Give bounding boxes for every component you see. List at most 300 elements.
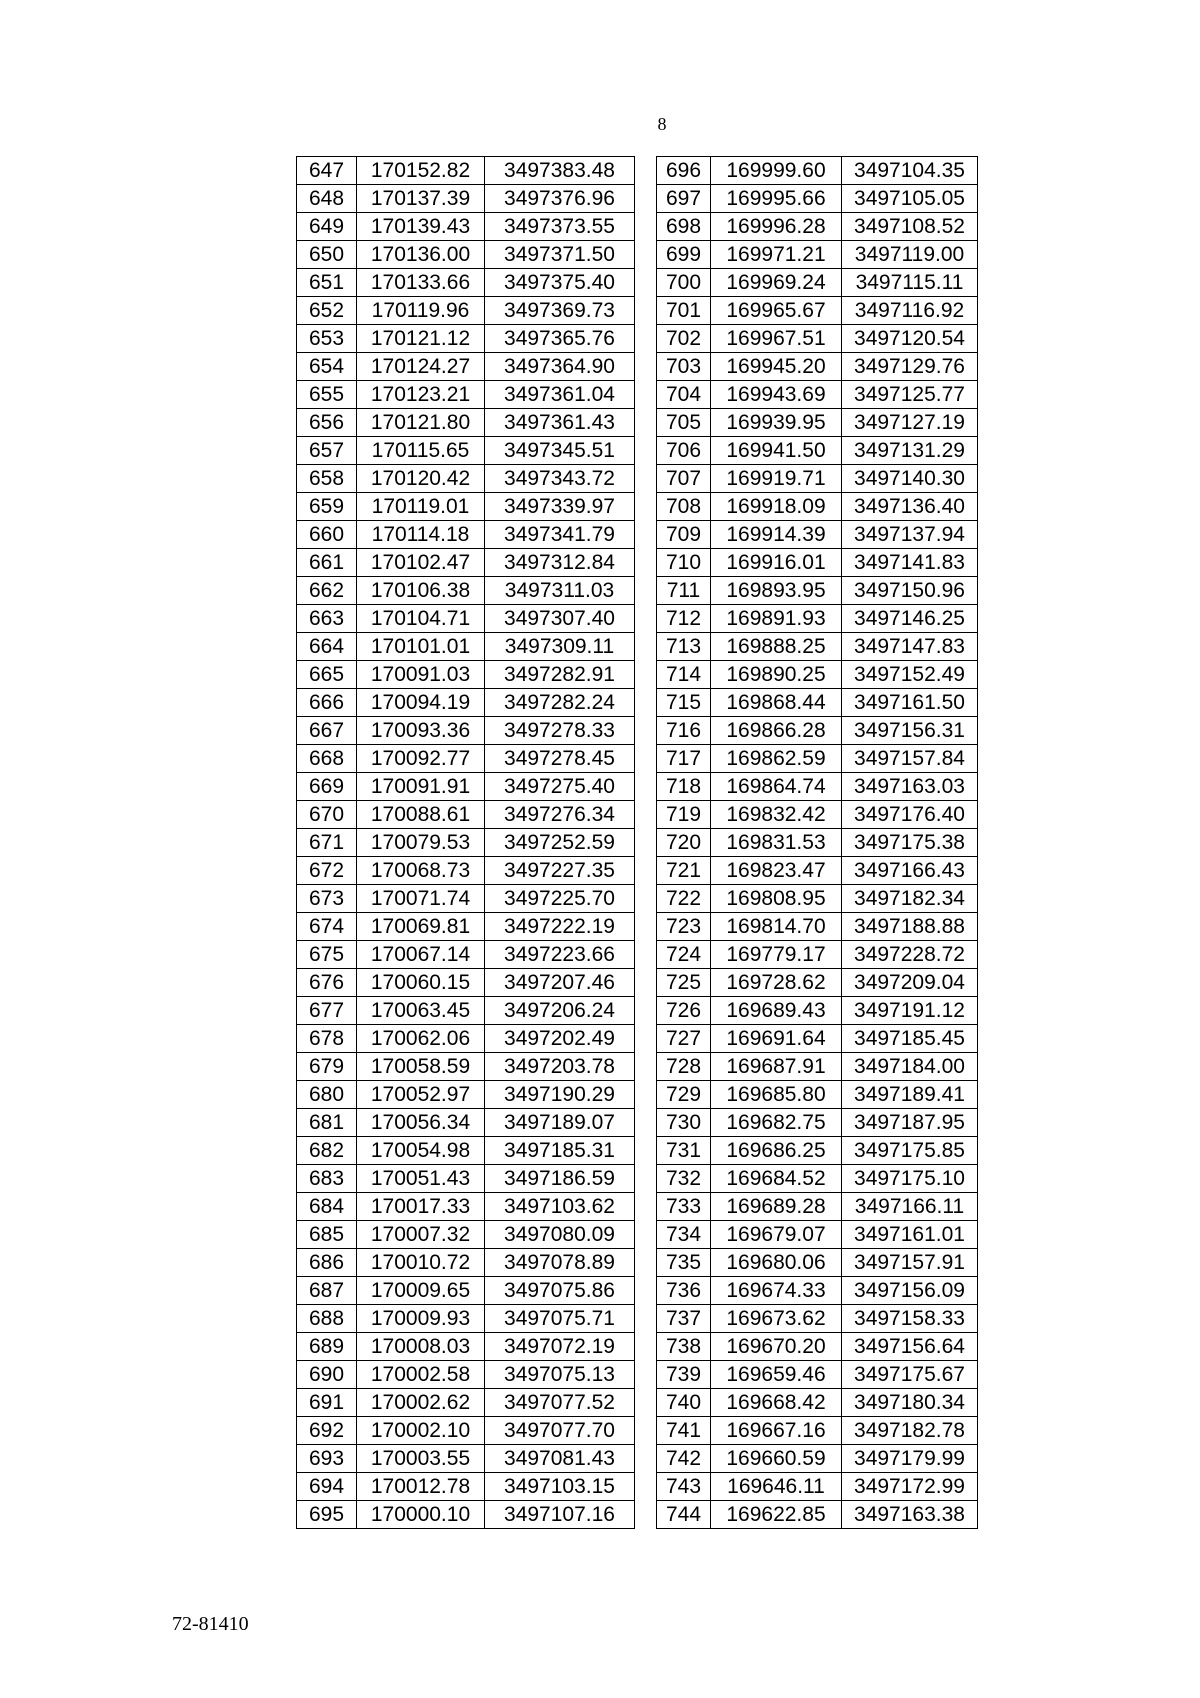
y-coordinate-cell: 3497383.48 — [485, 157, 635, 185]
table-row — [657, 1501, 978, 1529]
point-number-cell: 712 — [657, 605, 711, 633]
x-coordinate-cell: 170051.43 — [357, 1165, 485, 1193]
x-coordinate-cell: 169668.42 — [711, 1389, 842, 1417]
y-coordinate-cell: 3497190.29 — [485, 1081, 635, 1109]
y-coordinate-cell: 3497077.52 — [485, 1389, 635, 1417]
point-number-cell: 713 — [657, 633, 711, 661]
y-coordinate-cell: 3497369.73 — [485, 297, 635, 325]
point-number-cell: 704 — [657, 381, 711, 409]
y-coordinate-cell: 3497107.16 — [485, 1501, 635, 1529]
point-number-cell: 705 — [657, 409, 711, 437]
x-coordinate-cell: 169680.06 — [711, 1249, 842, 1277]
x-coordinate-cell: 169686.25 — [711, 1137, 842, 1165]
x-coordinate-cell: 170068.73 — [357, 857, 485, 885]
x-coordinate-cell: 170079.53 — [357, 829, 485, 857]
point-number-cell: 660 — [297, 521, 357, 549]
x-coordinate-cell: 170008.03 — [357, 1333, 485, 1361]
x-coordinate-cell: 169868.44 — [711, 689, 842, 717]
point-number-cell: 699 — [657, 241, 711, 269]
x-coordinate-cell: 169622.85 — [711, 1501, 842, 1529]
point-number-cell: 727 — [657, 1025, 711, 1053]
x-coordinate-cell: 169674.33 — [711, 1277, 842, 1305]
table-row — [657, 745, 978, 773]
x-coordinate-cell: 169808.95 — [711, 885, 842, 913]
table-row — [297, 157, 635, 185]
x-coordinate-cell: 170009.93 — [357, 1305, 485, 1333]
table-row — [657, 689, 978, 717]
y-coordinate-cell: 3497309.11 — [485, 633, 635, 661]
point-number-cell: 741 — [657, 1417, 711, 1445]
point-number-cell: 708 — [657, 493, 711, 521]
x-coordinate-cell: 170007.32 — [357, 1221, 485, 1249]
y-coordinate-cell: 3497184.00 — [842, 1053, 978, 1081]
point-number-cell: 698 — [657, 213, 711, 241]
table-row — [297, 1109, 635, 1137]
y-coordinate-cell: 3497075.71 — [485, 1305, 635, 1333]
point-number-cell: 702 — [657, 325, 711, 353]
x-coordinate-cell: 170063.45 — [357, 997, 485, 1025]
y-coordinate-cell: 3497278.33 — [485, 717, 635, 745]
y-coordinate-cell: 3497175.10 — [842, 1165, 978, 1193]
table-row — [657, 521, 978, 549]
point-number-cell: 657 — [297, 437, 357, 465]
x-coordinate-cell: 169967.51 — [711, 325, 842, 353]
point-number-cell: 719 — [657, 801, 711, 829]
y-coordinate-cell: 3497129.76 — [842, 353, 978, 381]
x-coordinate-cell: 170093.36 — [357, 717, 485, 745]
x-coordinate-cell: 170121.80 — [357, 409, 485, 437]
y-coordinate-cell: 3497189.07 — [485, 1109, 635, 1137]
point-number-cell: 709 — [657, 521, 711, 549]
y-coordinate-cell: 3497228.72 — [842, 941, 978, 969]
table-row — [657, 297, 978, 325]
y-coordinate-cell: 3497161.01 — [842, 1221, 978, 1249]
x-coordinate-cell: 170002.62 — [357, 1389, 485, 1417]
table-row — [297, 661, 635, 689]
table-row — [297, 1249, 635, 1277]
table-row — [657, 829, 978, 857]
x-coordinate-cell: 170119.96 — [357, 297, 485, 325]
table-body — [297, 157, 635, 1529]
x-coordinate-cell: 169679.07 — [711, 1221, 842, 1249]
y-coordinate-cell: 3497185.45 — [842, 1025, 978, 1053]
table-row — [657, 913, 978, 941]
y-coordinate-cell: 3497072.19 — [485, 1333, 635, 1361]
point-number-cell: 687 — [297, 1277, 357, 1305]
x-coordinate-cell: 170104.71 — [357, 605, 485, 633]
x-coordinate-cell: 169941.50 — [711, 437, 842, 465]
x-coordinate-cell: 169684.52 — [711, 1165, 842, 1193]
x-coordinate-cell: 170139.43 — [357, 213, 485, 241]
point-number-cell: 715 — [657, 689, 711, 717]
x-coordinate-cell: 170152.82 — [357, 157, 485, 185]
x-coordinate-cell: 170137.39 — [357, 185, 485, 213]
y-coordinate-cell: 3497116.92 — [842, 297, 978, 325]
point-number-cell: 731 — [657, 1137, 711, 1165]
table-row — [297, 885, 635, 913]
table-row — [297, 969, 635, 997]
y-coordinate-cell: 3497147.83 — [842, 633, 978, 661]
x-coordinate-cell: 169779.17 — [711, 941, 842, 969]
y-coordinate-cell: 3497157.91 — [842, 1249, 978, 1277]
x-coordinate-cell: 169999.60 — [711, 157, 842, 185]
x-coordinate-cell: 170002.58 — [357, 1361, 485, 1389]
table-row — [297, 1277, 635, 1305]
y-coordinate-cell: 3497137.94 — [842, 521, 978, 549]
y-coordinate-cell: 3497080.09 — [485, 1221, 635, 1249]
table-row — [297, 801, 635, 829]
table-row — [657, 857, 978, 885]
table-row — [657, 1053, 978, 1081]
table-row — [297, 1445, 635, 1473]
y-coordinate-cell: 3497156.09 — [842, 1277, 978, 1305]
point-number-cell: 701 — [657, 297, 711, 325]
table-row — [297, 633, 635, 661]
x-coordinate-cell: 170056.34 — [357, 1109, 485, 1137]
y-coordinate-cell: 3497188.88 — [842, 913, 978, 941]
point-number-cell: 734 — [657, 1221, 711, 1249]
x-coordinate-cell: 170133.66 — [357, 269, 485, 297]
y-coordinate-cell: 3497158.33 — [842, 1305, 978, 1333]
y-coordinate-cell: 3497371.50 — [485, 241, 635, 269]
y-coordinate-cell: 3497120.54 — [842, 325, 978, 353]
point-number-cell: 674 — [297, 913, 357, 941]
point-number-cell: 647 — [297, 157, 357, 185]
table-row — [297, 941, 635, 969]
point-number-cell: 737 — [657, 1305, 711, 1333]
x-coordinate-cell: 170123.21 — [357, 381, 485, 409]
point-number-cell: 735 — [657, 1249, 711, 1277]
point-number-cell: 718 — [657, 773, 711, 801]
x-coordinate-cell: 169832.42 — [711, 801, 842, 829]
table-row — [657, 773, 978, 801]
x-coordinate-cell: 169996.28 — [711, 213, 842, 241]
y-coordinate-cell: 3497364.90 — [485, 353, 635, 381]
y-coordinate-cell: 3497176.40 — [842, 801, 978, 829]
table-row — [657, 353, 978, 381]
table-row — [297, 1361, 635, 1389]
point-number-cell: 651 — [297, 269, 357, 297]
table-row — [657, 633, 978, 661]
y-coordinate-cell: 3497373.55 — [485, 213, 635, 241]
point-number-cell: 656 — [297, 409, 357, 437]
x-coordinate-cell: 169862.59 — [711, 745, 842, 773]
x-coordinate-cell: 169682.75 — [711, 1109, 842, 1137]
point-number-cell: 738 — [657, 1333, 711, 1361]
x-coordinate-cell: 170067.14 — [357, 941, 485, 969]
table-row — [657, 997, 978, 1025]
point-number-cell: 676 — [297, 969, 357, 997]
y-coordinate-cell: 3497222.19 — [485, 913, 635, 941]
point-number-cell: 686 — [297, 1249, 357, 1277]
x-coordinate-cell: 169814.70 — [711, 913, 842, 941]
point-number-cell: 695 — [297, 1501, 357, 1529]
y-coordinate-cell: 3497166.43 — [842, 857, 978, 885]
y-coordinate-cell: 3497182.34 — [842, 885, 978, 913]
point-number-cell: 650 — [297, 241, 357, 269]
point-number-cell: 733 — [657, 1193, 711, 1221]
y-coordinate-cell: 3497223.66 — [485, 941, 635, 969]
x-coordinate-cell: 169685.80 — [711, 1081, 842, 1109]
point-number-cell: 689 — [297, 1333, 357, 1361]
table-row — [657, 465, 978, 493]
table-row — [657, 157, 978, 185]
x-coordinate-cell: 169939.95 — [711, 409, 842, 437]
x-coordinate-cell: 169945.20 — [711, 353, 842, 381]
y-coordinate-cell: 3497203.78 — [485, 1053, 635, 1081]
x-coordinate-cell: 170091.91 — [357, 773, 485, 801]
y-coordinate-cell: 3497115.11 — [842, 269, 978, 297]
table-row — [297, 773, 635, 801]
point-number-cell: 736 — [657, 1277, 711, 1305]
y-coordinate-cell: 3497163.03 — [842, 773, 978, 801]
point-number-cell: 672 — [297, 857, 357, 885]
table-row — [657, 577, 978, 605]
table-row — [657, 1473, 978, 1501]
y-coordinate-cell: 3497150.96 — [842, 577, 978, 605]
point-number-cell: 700 — [657, 269, 711, 297]
table-row — [297, 185, 635, 213]
table-row — [297, 1165, 635, 1193]
x-coordinate-cell: 169914.39 — [711, 521, 842, 549]
x-coordinate-cell: 170069.81 — [357, 913, 485, 941]
y-coordinate-cell: 3497105.05 — [842, 185, 978, 213]
y-coordinate-cell: 3497282.24 — [485, 689, 635, 717]
y-coordinate-cell: 3497146.25 — [842, 605, 978, 633]
x-coordinate-cell: 169659.46 — [711, 1361, 842, 1389]
x-coordinate-cell: 169687.91 — [711, 1053, 842, 1081]
point-number-cell: 666 — [297, 689, 357, 717]
x-coordinate-cell: 170002.10 — [357, 1417, 485, 1445]
table-row — [297, 913, 635, 941]
x-coordinate-cell: 169971.21 — [711, 241, 842, 269]
point-number-cell: 707 — [657, 465, 711, 493]
x-coordinate-cell: 170136.00 — [357, 241, 485, 269]
table-row — [297, 465, 635, 493]
table-row — [657, 241, 978, 269]
point-number-cell: 679 — [297, 1053, 357, 1081]
point-number-cell: 723 — [657, 913, 711, 941]
y-coordinate-cell: 3497343.72 — [485, 465, 635, 493]
y-coordinate-cell: 3497081.43 — [485, 1445, 635, 1473]
point-number-cell: 710 — [657, 549, 711, 577]
point-number-cell: 703 — [657, 353, 711, 381]
table-row — [657, 885, 978, 913]
y-coordinate-cell: 3497206.24 — [485, 997, 635, 1025]
table-row — [297, 689, 635, 717]
y-coordinate-cell: 3497191.12 — [842, 997, 978, 1025]
point-number-cell: 659 — [297, 493, 357, 521]
table-row — [297, 1137, 635, 1165]
table-row — [657, 717, 978, 745]
y-coordinate-cell: 3497136.40 — [842, 493, 978, 521]
x-coordinate-cell: 169728.62 — [711, 969, 842, 997]
table-row — [297, 1417, 635, 1445]
table-row — [657, 1333, 978, 1361]
x-coordinate-cell: 169918.09 — [711, 493, 842, 521]
x-coordinate-cell: 169916.01 — [711, 549, 842, 577]
y-coordinate-cell: 3497127.19 — [842, 409, 978, 437]
table-row — [297, 269, 635, 297]
x-coordinate-cell: 169995.66 — [711, 185, 842, 213]
y-coordinate-cell: 3497345.51 — [485, 437, 635, 465]
y-coordinate-cell: 3497104.35 — [842, 157, 978, 185]
table-row — [657, 1109, 978, 1137]
y-coordinate-cell: 3497175.38 — [842, 829, 978, 857]
y-coordinate-cell: 3497172.99 — [842, 1473, 978, 1501]
table-row — [657, 605, 978, 633]
table-row — [297, 605, 635, 633]
point-number-cell: 675 — [297, 941, 357, 969]
x-coordinate-cell: 170017.33 — [357, 1193, 485, 1221]
table-row — [297, 1389, 635, 1417]
x-coordinate-cell: 169689.28 — [711, 1193, 842, 1221]
table-row — [297, 577, 635, 605]
point-number-cell: 729 — [657, 1081, 711, 1109]
point-number-cell: 725 — [657, 969, 711, 997]
point-number-cell: 680 — [297, 1081, 357, 1109]
y-coordinate-cell: 3497166.11 — [842, 1193, 978, 1221]
x-coordinate-cell: 169969.24 — [711, 269, 842, 297]
table-row — [657, 437, 978, 465]
y-coordinate-cell: 3497186.59 — [485, 1165, 635, 1193]
table-row — [297, 549, 635, 577]
y-coordinate-cell: 3497361.04 — [485, 381, 635, 409]
table-row — [297, 353, 635, 381]
y-coordinate-cell: 3497075.86 — [485, 1277, 635, 1305]
point-number-cell: 649 — [297, 213, 357, 241]
y-coordinate-cell: 3497125.77 — [842, 381, 978, 409]
point-number-cell: 706 — [657, 437, 711, 465]
table-row — [657, 1137, 978, 1165]
x-coordinate-cell: 169670.20 — [711, 1333, 842, 1361]
x-coordinate-cell: 169893.95 — [711, 577, 842, 605]
point-number-cell: 732 — [657, 1165, 711, 1193]
table-row — [657, 1165, 978, 1193]
point-number-cell: 714 — [657, 661, 711, 689]
y-coordinate-cell: 3497103.15 — [485, 1473, 635, 1501]
point-number-cell: 728 — [657, 1053, 711, 1081]
x-coordinate-cell: 169943.69 — [711, 381, 842, 409]
y-coordinate-cell: 3497182.78 — [842, 1417, 978, 1445]
point-number-cell: 730 — [657, 1109, 711, 1137]
x-coordinate-cell: 170094.19 — [357, 689, 485, 717]
x-coordinate-cell: 170071.74 — [357, 885, 485, 913]
x-coordinate-cell: 170058.59 — [357, 1053, 485, 1081]
x-coordinate-cell: 169866.28 — [711, 717, 842, 745]
table-row — [657, 409, 978, 437]
coordinate-table-right — [656, 156, 978, 1529]
y-coordinate-cell: 3497140.30 — [842, 465, 978, 493]
point-number-cell: 652 — [297, 297, 357, 325]
table-row — [297, 1501, 635, 1529]
table-row — [297, 381, 635, 409]
point-number-cell: 654 — [297, 353, 357, 381]
y-coordinate-cell: 3497161.50 — [842, 689, 978, 717]
point-number-cell: 669 — [297, 773, 357, 801]
point-number-cell: 724 — [657, 941, 711, 969]
x-coordinate-cell: 169689.43 — [711, 997, 842, 1025]
y-coordinate-cell: 3497156.64 — [842, 1333, 978, 1361]
table-row — [657, 213, 978, 241]
table-body — [657, 157, 978, 1529]
x-coordinate-cell: 170000.10 — [357, 1501, 485, 1529]
document-code: 72-81410 — [172, 1613, 249, 1635]
y-coordinate-cell: 3497179.99 — [842, 1445, 978, 1473]
point-number-cell: 739 — [657, 1361, 711, 1389]
y-coordinate-cell: 3497189.41 — [842, 1081, 978, 1109]
point-number-cell: 663 — [297, 605, 357, 633]
x-coordinate-cell: 170052.97 — [357, 1081, 485, 1109]
x-coordinate-cell: 170054.98 — [357, 1137, 485, 1165]
point-number-cell: 677 — [297, 997, 357, 1025]
table-row — [297, 857, 635, 885]
x-coordinate-cell: 170091.03 — [357, 661, 485, 689]
table-row — [657, 1081, 978, 1109]
point-number-cell: 726 — [657, 997, 711, 1025]
table-row — [657, 941, 978, 969]
y-coordinate-cell: 3497175.67 — [842, 1361, 978, 1389]
table-row — [297, 493, 635, 521]
point-number-cell: 684 — [297, 1193, 357, 1221]
table-row — [297, 1333, 635, 1361]
y-coordinate-cell: 3497311.03 — [485, 577, 635, 605]
x-coordinate-cell: 170003.55 — [357, 1445, 485, 1473]
table-row — [657, 1277, 978, 1305]
point-number-cell: 690 — [297, 1361, 357, 1389]
x-coordinate-cell: 170114.18 — [357, 521, 485, 549]
x-coordinate-cell: 170120.42 — [357, 465, 485, 493]
y-coordinate-cell: 3497207.46 — [485, 969, 635, 997]
table-row — [657, 1025, 978, 1053]
table-row — [657, 1417, 978, 1445]
x-coordinate-cell: 170062.06 — [357, 1025, 485, 1053]
y-coordinate-cell: 3497376.96 — [485, 185, 635, 213]
point-number-cell: 720 — [657, 829, 711, 857]
point-number-cell: 688 — [297, 1305, 357, 1333]
x-coordinate-cell: 170092.77 — [357, 745, 485, 773]
table-row — [657, 549, 978, 577]
x-coordinate-cell: 170060.15 — [357, 969, 485, 997]
table-row — [297, 997, 635, 1025]
table-row — [657, 325, 978, 353]
point-number-cell: 673 — [297, 885, 357, 913]
table-row — [297, 325, 635, 353]
table-row — [297, 1053, 635, 1081]
table-row — [657, 1249, 978, 1277]
point-number-cell: 648 — [297, 185, 357, 213]
table-row — [657, 661, 978, 689]
x-coordinate-cell: 169831.53 — [711, 829, 842, 857]
y-coordinate-cell: 3497252.59 — [485, 829, 635, 857]
table-row — [657, 269, 978, 297]
point-number-cell: 665 — [297, 661, 357, 689]
x-coordinate-cell: 170124.27 — [357, 353, 485, 381]
point-number-cell: 721 — [657, 857, 711, 885]
y-coordinate-cell: 3497278.45 — [485, 745, 635, 773]
table-row — [297, 213, 635, 241]
y-coordinate-cell: 3497312.84 — [485, 549, 635, 577]
table-row — [657, 1221, 978, 1249]
point-number-cell: 678 — [297, 1025, 357, 1053]
point-number-cell: 662 — [297, 577, 357, 605]
point-number-cell: 682 — [297, 1137, 357, 1165]
x-coordinate-cell: 169890.25 — [711, 661, 842, 689]
y-coordinate-cell: 3497202.49 — [485, 1025, 635, 1053]
table-row — [657, 1361, 978, 1389]
point-number-cell: 661 — [297, 549, 357, 577]
x-coordinate-cell: 170102.47 — [357, 549, 485, 577]
